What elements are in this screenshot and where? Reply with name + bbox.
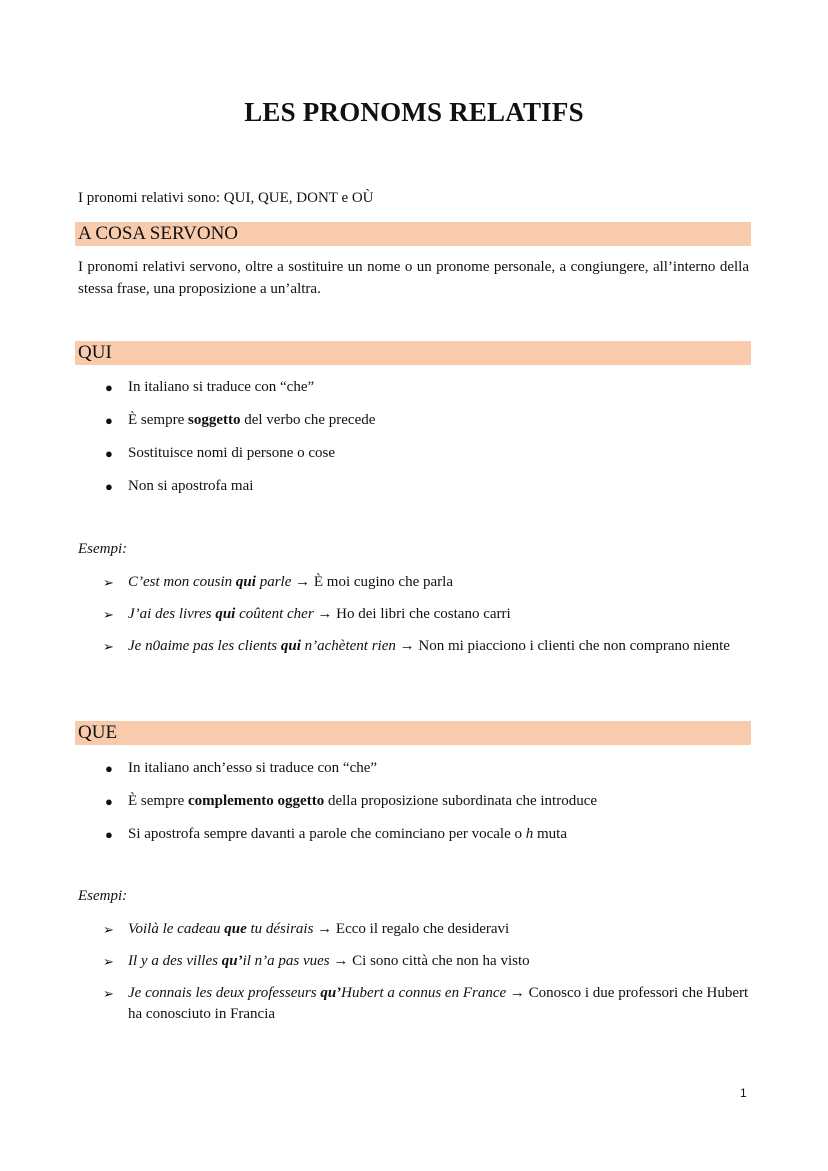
arrow-bullet-icon: ➢ bbox=[103, 922, 114, 937]
list-item: ● In italiano si traduce con “che” bbox=[78, 377, 753, 398]
list-item: ● È sempre complemento oggetto della proposizione subordinata che introduce bbox=[78, 791, 753, 812]
list-item: ● In italiano anch’esso si traduce con “che” bbox=[78, 758, 753, 779]
arrow-bullet-icon: ➢ bbox=[103, 607, 114, 622]
arrow-bullet-icon: ➢ bbox=[103, 639, 114, 654]
example-item: ➢ Je n0aime pas les clients qui n’achètent rien → Non mi piacciono i clienti che non comprano niente bbox=[78, 636, 753, 657]
example-item: ➢ Je connais les deux professeurs qu’Hubert a connus en France → Conosco i due professori che Hubert ha conosciuto in Francia bbox=[103, 985, 749, 1022]
page-title: LES PRONOMS RELATIFS bbox=[244, 97, 584, 127]
list-item: ● È sempre soggetto del verbo che precede bbox=[78, 410, 753, 431]
section-heading-que: QUE bbox=[75, 721, 751, 745]
section-heading-a-cosa-servono: A COSA SERVONO bbox=[75, 222, 751, 246]
example-item: ➢ Voilà le cadeau que tu désirais → Ecco il regalo che desideravi bbox=[78, 919, 753, 940]
que-examples-label: Esempi: bbox=[78, 888, 128, 904]
list-item: ● Sostituisce nomi di persone o cose bbox=[78, 443, 753, 464]
arrow-bullet-icon: ➢ bbox=[103, 986, 114, 1001]
bullet-icon: ● bbox=[105, 413, 113, 428]
list-item: ● Si apostrofa sempre davanti a parole che cominciano per vocale o h muta bbox=[78, 824, 753, 845]
bullet-icon: ● bbox=[105, 446, 113, 461]
example-item: ➢ C’est mon cousin qui parle → È moi cugino che parla bbox=[78, 572, 753, 593]
que-bullet-list bbox=[78, 758, 753, 845]
intro-text: I pronomi relativi sono: QUI, QUE, DONT e OÙ bbox=[78, 190, 374, 206]
arrow-bullet-icon: ➢ bbox=[103, 575, 114, 590]
bullet-icon: ● bbox=[105, 827, 113, 842]
section-a-paragraph: I pronomi relativi servono, oltre a sostituire un nome o un pronome personale, a congiungere, all’interno della stessa frase, una proposizione a un’altra. bbox=[78, 259, 749, 297]
qui-bullet-list bbox=[78, 377, 753, 497]
bullet-icon: ● bbox=[105, 380, 113, 395]
bullet-icon: ● bbox=[105, 761, 113, 776]
section-heading-qui: QUI bbox=[75, 341, 751, 365]
example-item: ➢ J’ai des livres qui coûtent cher → Ho dei libri che costano carri bbox=[78, 604, 753, 625]
bullet-icon: ● bbox=[105, 794, 113, 809]
que-examples-list bbox=[78, 919, 753, 1025]
qui-examples-label: Esempi: bbox=[78, 541, 128, 557]
arrow-bullet-icon: ➢ bbox=[103, 954, 114, 969]
bullet-icon: ● bbox=[105, 479, 113, 494]
list-item: ● Non si apostrofa mai bbox=[78, 476, 753, 497]
qui-examples-list bbox=[78, 572, 753, 657]
page-number: 1 bbox=[740, 1086, 747, 1100]
example-item: ➢ Il y a des villes qu’il n’a pas vues → Ci sono città che non ha visto bbox=[78, 951, 753, 972]
